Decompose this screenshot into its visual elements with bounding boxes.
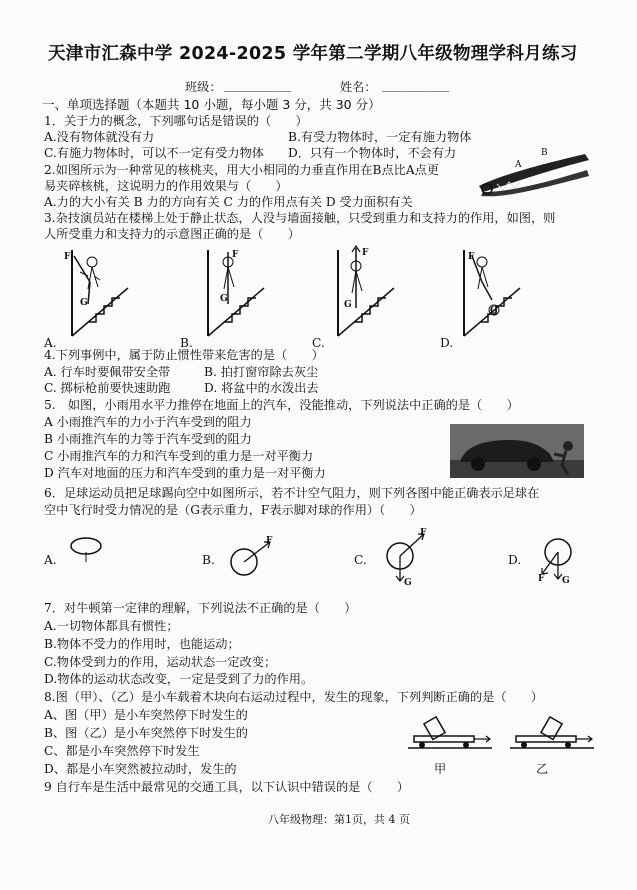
force-g-label: G	[404, 578, 412, 588]
q5-option-c: C 小雨推汽车的力和汽车受到的重力是一对平衡力	[44, 449, 314, 463]
force-g-label: G	[562, 576, 570, 586]
q6-figure-b	[222, 534, 282, 580]
q3-stem-line1: 3.杂技演员站在楼梯上处于静止状态，人没与墙面接触，只受到重力和支持力的作用，如图，则	[44, 211, 556, 225]
q3-option-c: C.	[312, 336, 325, 350]
force-f-label: F	[538, 574, 545, 584]
q1-option-c: C.有施力物体时，可以不一定有受力物体	[44, 146, 264, 160]
q3-figure-c	[330, 244, 410, 338]
page-title: 天津市汇森中学 2024-2025 学年第二学期八年级物理学科月练习	[48, 44, 578, 64]
q1-option-d: D．只有一个物体时，不会有力	[288, 146, 457, 160]
q4-option-c: C. 掷标枪前要快速助跑	[44, 381, 171, 395]
q6-figure-a	[66, 534, 110, 564]
q7-stem: 7．对牛顿第一定律的理解，下列说法不正确的是（ ）	[44, 601, 357, 615]
q3-figure-a	[58, 248, 138, 338]
q1-stem: 1．关于力的概念，下列哪句话是错误的（ ）	[44, 114, 308, 128]
q3-stem-line2: 人所受重力和支持力的示意图正确的是（ ）	[44, 227, 300, 241]
q6-option-c: C.	[354, 553, 367, 567]
q8-option-b: B、图（乙）是小车突然停下时发生的	[44, 726, 248, 740]
q2-stem-line1: 2.如图所示为一种常见的核桃夹，用大小相同的力垂直作用在B点比A点更	[44, 163, 440, 177]
q1-option-b: B.有受力物体时，一定有施力物体	[288, 130, 472, 144]
force-g-label: G	[220, 294, 228, 304]
cart-figure-jia	[408, 712, 492, 756]
q4-option-a: A. 行车时要佩带安全带	[44, 365, 171, 379]
q5-option-a: A 小雨推汽车的力小于汽车受到的阻力	[44, 415, 252, 429]
q7-option-d: D.物体的运动状态改变，一定是受到了力的作用。	[44, 672, 314, 686]
force-f-label: F	[266, 536, 273, 546]
q5-option-b: B 小雨推汽车的力等于汽车受到的阻力	[44, 432, 252, 446]
force-g-label: G	[490, 306, 498, 316]
q2-options: A.力的大小有关 B 力的方向有关 C 力的作用点有关 D 受力面积有关	[44, 195, 413, 209]
q4-option-b: B. 拍打窗帘除去灰尘	[204, 365, 319, 379]
q4-stem: 4.下列事例中，属于防止惯性带来危害的是（ ）	[44, 348, 324, 362]
label-yi: 乙	[536, 762, 549, 776]
force-f-label: F	[362, 248, 369, 258]
section-heading: 一、单项选择题（本题共 10 小题，每小题 3 分，共 30 分）	[42, 97, 381, 112]
q1-option-a: A.没有物体就没有力	[44, 130, 155, 144]
q3-option-a: A.	[44, 336, 57, 350]
q5-stem: 5. 如图，小雨用水平力推停在地面上的汽车，没能推动，下列说法中正确的是（ ）	[44, 398, 519, 412]
class-field[interactable]: ___________	[224, 78, 292, 92]
q8-option-c: C、都是小车突然停下时发生	[44, 744, 200, 758]
page-footer: 八年级物理：第1页，共 4 页	[268, 813, 410, 826]
cart-figure-yi	[510, 712, 594, 756]
force-f-label: F	[232, 250, 239, 260]
q6-option-d: D.	[508, 553, 522, 567]
q6-stem-line2: 空中飞行时受力情况的是（G表示重力，F表示脚对球的作用）（ ）	[44, 503, 422, 517]
label-b: B	[541, 148, 548, 158]
q7-option-c: C.物体受到力的作用，运动状态一定改变；	[44, 655, 277, 669]
q7-option-a: A.一切物体都具有惯性；	[44, 619, 179, 633]
q8-option-a: A、图（甲）是小车突然停下时发生的	[44, 708, 248, 722]
force-g-label: G	[80, 298, 88, 308]
q6-option-b: B.	[202, 553, 215, 567]
label-jia: 甲	[434, 762, 447, 776]
force-f-label: F	[64, 252, 71, 262]
force-f-label: F	[420, 528, 427, 538]
car-push-photo	[450, 424, 584, 478]
q5-option-d: D 汽车对地面的压力和汽车受到的重力是一对平衡力	[44, 466, 326, 480]
q3-figure-d	[458, 248, 538, 338]
q3-figure-b	[198, 248, 278, 338]
q6-option-a: A.	[44, 553, 57, 567]
class-label: 班级：	[185, 80, 222, 94]
force-f-label: F	[468, 252, 475, 262]
label-a: A	[515, 160, 522, 170]
force-g-label: G	[344, 300, 352, 310]
q3-option-b: B.	[180, 336, 193, 350]
q3-option-d: D.	[440, 336, 454, 350]
q9-stem: 9 自行车是生活中最常见的交通工具，以下认识中错误的是（ ）	[44, 780, 410, 794]
q8-option-d: D、都是小车突然被拉动时，发生的	[44, 762, 237, 776]
name-label: 姓名：	[340, 80, 377, 94]
q7-option-b: B.物体不受力的作用时，也能运动；	[44, 637, 240, 651]
nutcracker-figure	[475, 148, 595, 198]
q6-figure-c	[378, 528, 438, 588]
q8-stem: 8.图（甲）、（乙）是小车载着木块向右运动过程中，发生的现象，下列判断正确的是（ ）	[44, 690, 544, 704]
q2-stem-line2: 易夹碎核桃，这说明力的作用效果与（ ）	[44, 179, 288, 193]
q6-stem-line1: 6．足球运动员把足球踢向空中如图所示，若不计空气阻力，则下列各图中能正确表示足球在	[44, 486, 540, 500]
q4-option-d: D. 将盆中的水泼出去	[204, 381, 319, 395]
name-field[interactable]: ___________	[382, 78, 450, 92]
q6-figure-d	[530, 528, 590, 588]
